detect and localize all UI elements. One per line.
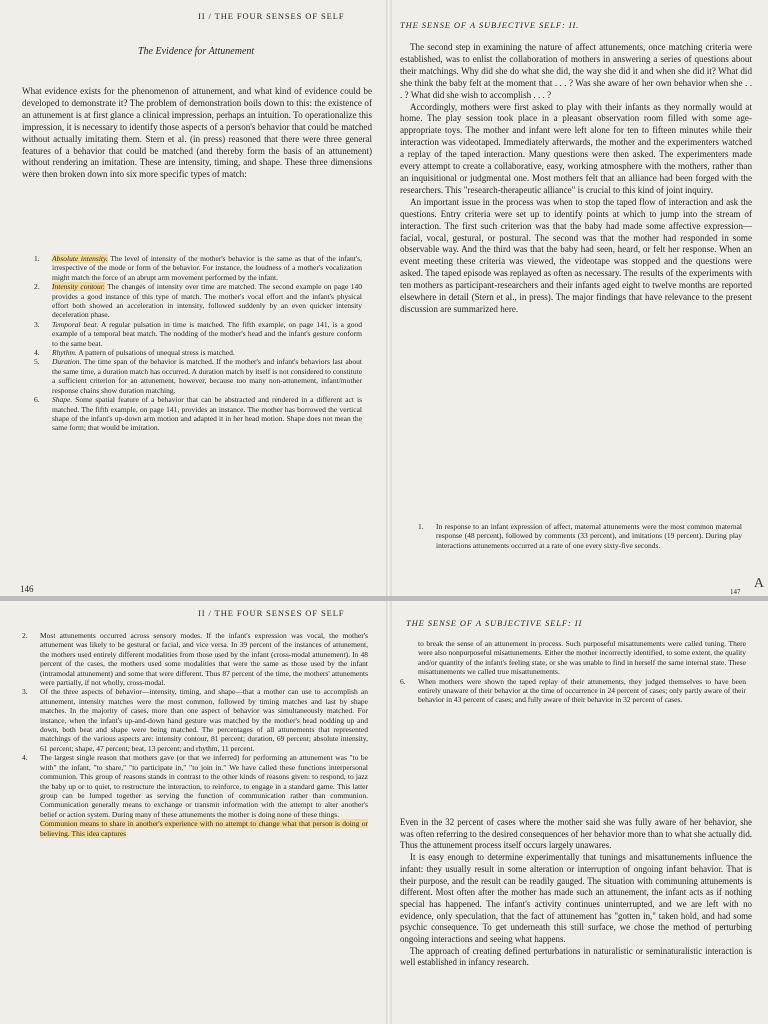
finding-1 <box>414 522 742 550</box>
book-gutter <box>386 0 392 596</box>
page-number: 146 <box>20 584 34 594</box>
list-term: Temporal beat. <box>52 319 99 329</box>
continued-text: to break the sense of an attunement in process. Such purposeful misattunements were called tuning. There were also nonpurposeful misattunements. Either the mother incorrectly identified, to some extent, the quality and/or quantity of the infant's feeling state, or she was unable to find in herself the same internal state. These misattunements we called true misattunements. 6. When mothers were shown the taped replay of their attunements, they judged themselves to have been entirely unaware of their behavior at the time of occurrence in 24 percent of cases; only partly aware of their behavior in 43 percent of cases; and fully aware of their behavior in 32 percent of cases. <box>400 639 746 705</box>
page-number: 147 <box>730 588 741 596</box>
highlighted-term: Intensity contour. <box>52 282 105 292</box>
list-item: 4. Rhythm. A pattern of pulsations of unequal stress is matched. <box>34 348 235 358</box>
list-item: 3. Of the three aspects of behavior—intensity, timing, and shape—that a mother can use to accomplish an attunement, intensity matches were the most common, followed by timing matches and last by shape matches. In the majority of cases, more than one aspect of behavior was simultaneously matched. For instance, when the infant's up-and-down hand gesture was matched by the mother's head nodding up and down, both beat and shape were being matched. The percentages of all attunements that represented matchings of the various aspects are: intensity contour, 81 percent; duration, 69 percent; absolute intensity, 61 percent; shape, 47 percent; beat, 13 percent; and rhythm, 11 percent. <box>22 687 368 753</box>
list-item: 4. The largest single reason that mothers gave (or that we inferred) for performing an attunement was "to be with" the infant, "to share," "to participate in," "to join in." We have called these functions interpersonal communion. This group of reasons stands in contrast to the other kinds of reasons given: to respond, to jazz the baby up or to quiet, to restructure the interaction, to reinforce, to engage in a standard game. This latter group can be lumped together as serving the function of communication rather than communion. Communication generally means to exchange or transmit information with the attempt to alter another's belief or action system. During many of these attunements the mother is doing none of these things. <box>22 753 368 819</box>
intro-paragraph: What evidence exists for the phenomenon of attunement, and what kind of evidence could be developed to demonstrate it? The problem of demonstration boils down to this: the existence of an attunement is at first glance a clinical impression, perhaps an intuition. To operationalize this impression, it is necessary to identify those aspects of a person's behavior that could be matched without actually imitating them. Stern et al. (in press) reasoned that there were three general features of a behavior that could be matched (and thereby form the basis of an attunement) without rendering an imitation. These are intensity, timing, and shape. These three dimensions were then broken down into six more specific types of match: <box>22 86 372 180</box>
list-term: Shape. <box>52 395 73 405</box>
list-term: Duration. <box>52 357 82 367</box>
list-item: 6. Shape. Some spatial feature of a behavior that can be abstracted and rendered in a different act is matched. The fifth example, on page 141, provides an instance. The mother has borrowed the vertical shape of the infant's up-down arm motion and adapted it in her head motion. Shape does not mean the same form; that would be imitation. <box>34 395 363 433</box>
list-term: Rhythm. <box>52 348 77 358</box>
bottom-book-spread <box>0 601 768 1024</box>
running-head-right: THE SENSE OF A SUBJECTIVE SELF: II. <box>400 20 580 30</box>
page-149 <box>398 601 756 1024</box>
page-148 <box>18 601 380 1024</box>
running-head-right: THE SENSE OF A SUBJECTIVE SELF: II <box>406 618 583 628</box>
findings-list <box>18 631 368 838</box>
list-item: 1. In response to an infant expression of affect, maternal attunements were the most common maternal response (48 percent), followed by comments (33 percent), and imitations (19 percent). During play interactions attunements occurred at a rate of one every sixty-five seconds. <box>418 522 742 550</box>
page-146 <box>18 0 380 596</box>
book-gutter <box>386 601 392 1024</box>
list-item: 6. When mothers were shown the taped replay of their attunements, they judged themselves to have been entirely unaware of their behavior at the time of occurrence in 24 percent of cases; only partly aware of their behavior in 43 percent of cases; and fully aware of their behavior in 32 percent of cases. <box>400 676 746 705</box>
right-body-text: Even in the 32 percent of cases where the mother said she was fully aware of her behavior, she was often referring to the desired consequences of her behavior more than to what she actually did. Thus the attunement process itself occurs largely unawares. It is easy enough to determine experimentally that tunings and misattunements influence the infant: they usually result in some alteration or interruption of ongoing infant behavior. That is their purpose, and the result can be readily gauged. The situation with communing attunements is different. Most often after the mother has made such an attunement, the infant acts as if nothing special has happened. The infant's activity continues uninterrupted, and we are left with no evidence, only speculation, that the fact of attunement has "gotten in," taken hold, and had some psychic consequence. To get underneath this still surface, we chose the method of perturbing ongoing interactions and seeing what happens. The approach of creating defined perturbations in naturalistic or seminaturalistic interaction is well established in infancy research. <box>400 817 752 968</box>
section-heading: The Evidence for Attunement <box>138 46 255 57</box>
list-item: 2. Most attunements occurred across sensory modes. If the infant's expression was vocal, the mother's attunement was likely to be gestural or facial, and vice versa. In 39 percent of the instances of attunement, the mothers used entirely different modalities from those used by the infant (cross-modal attunement). In 48 percent of the cases, the mothers used some modalities that were the same as those used by the infant (intramodal attunement) and some that were different. Thus 87 percent of the time, the mothers' attunements were partially, if not wholly, cross-modal. <box>22 631 368 688</box>
highlighted-term: Absolute intensity. <box>52 254 108 263</box>
list-item: 5. Duration. The time span of the behavior is matched. If the mother's and infant's behaviors last about the same time, a duration match has occurred. A duration match by itself is not considered to constitute a sufficient criterion for an attunement, however, because too many non-attunement, infant/mother response chains show duration matching. <box>34 357 362 395</box>
running-head-left: II / THE FOUR SENSES OF SELF <box>198 608 345 618</box>
list-item: 1. Absolute intensity. The level of intensity of the mother's behavior is the same as that of the infant's, irrespective of the mode or form of the behavior. For instance, the loudness of a mother's vocalization might match the force of an abrupt arm movement performed by the infant. <box>34 254 362 282</box>
list-item: 2. Intensity contour. The changes of intensity over time are matched. The second example on page 140 provides a good instance of this type of match. The mother's vocal effort and the infant's physical effort both showed an acceleration in intensity, followed suddenly by an even quicker intensity deceleration phase. <box>34 282 363 320</box>
page-147 <box>398 0 756 596</box>
corner-mark: A <box>753 576 764 591</box>
match-types-list <box>30 254 362 433</box>
list-item-highlighted: Communion means to share in another's experience with no attempt to change what that person is doing or believing. This idea captures <box>40 819 368 838</box>
list-item: 3. Temporal beat. A regular pulsation in time is matched. The fifth example, on page 141, is a good example of a temporal beat match. The nodding of the mother's head and the infant's gesture conform to the same beat. <box>34 319 362 348</box>
right-body-text: The second step in examining the nature of affect attunements, once matching criteria were established, was to enlist the collaboration of mothers in answering a series of questions about their matchings. Why did she do what she did, the way she did it and when she did it? What did she think the baby felt at the moment that . . . ? Was she aware of her own behavior when she . . . ? What did she wish to accomplish . . . ? Accordingly, mothers were first asked to play with their infants as they normally would at home. The play session took place in a pleasant observation room filled with some age-appropriate toys. The mother and infant were left alone for ten to fifteen minutes while their interaction was videotaped. Immediately afterwards, the mother and the experimenters watched a replay of the taped interaction. Many questions were then asked. The experimenters made every attempt to create a collaborative, easy, working atmosphere with the mothers, rather than an inquisitional or judgmental one. Most mothers felt that an alliance had been forged with the researchers. This "research-therapeutic alliance" is crucial to this kind of joint inquiry. An important issue in the process was when to stop the taped flow of interaction and ask the questions. Entry criteria were set up to identify points at which to jump into the stream of interaction. The first such criterion was that the baby had made some affective expression—facial, vocal, gestural, or postural. The second was that the mother had responded in some observable way. And the third was that the baby had seen, heard, or felt her response. When an event meeting these criteria was viewed, the videotape was stopped and the questions were asked. The taped episode was replayed as often as necessary. The results of the experiments with ten mothers as participant-researchers and their infants aged eight to twelve months are reported elsewhere in detail (Stern et al., in press). The major findings that have relevance to the present discussion are summarized here. <box>400 42 752 314</box>
running-head-left: II / THE FOUR SENSES OF SELF <box>198 11 345 21</box>
